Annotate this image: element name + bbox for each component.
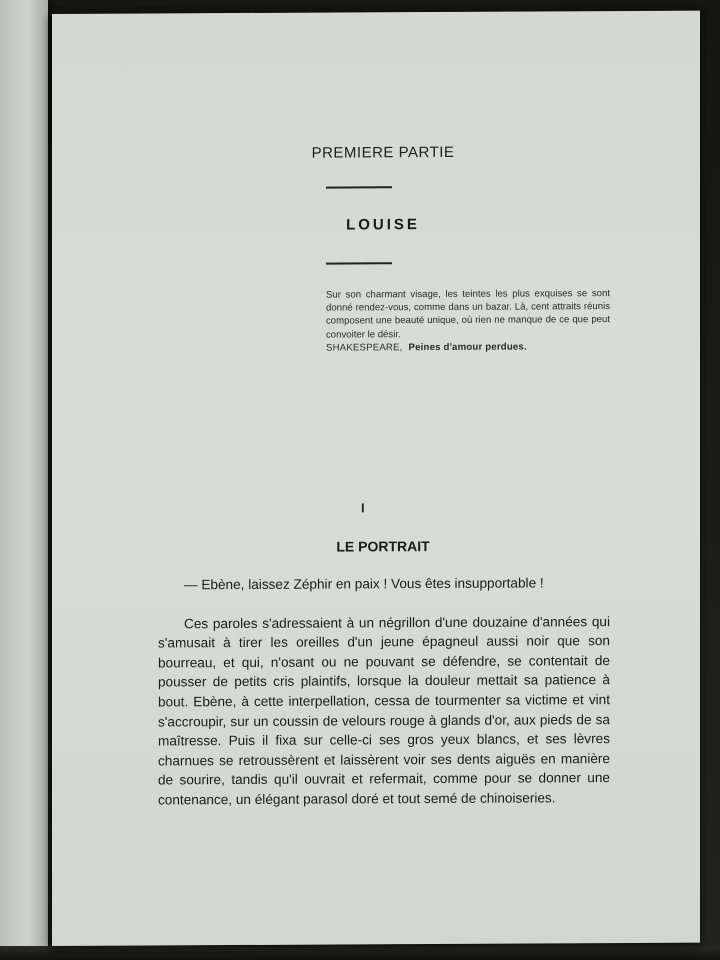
chapter-number: I xyxy=(361,500,365,516)
chapter-name: LOUISE xyxy=(346,216,420,234)
divider-top xyxy=(326,186,392,188)
body-text xyxy=(158,573,610,829)
divider-bottom xyxy=(326,262,392,264)
epigraph-author: SHAKESPEARE, xyxy=(326,341,403,354)
epigraph xyxy=(326,287,610,355)
left-page-edge xyxy=(0,0,48,960)
section-title: LE PORTRAIT xyxy=(336,538,430,555)
epigraph-text: Sur son charmant visage, les teintes les plus exquises se sont donné rendez-vous, comme dans un bazar. Là, cent attraits réunis composent une beauté unique, où rien ne manque de ce que peut convoiter le désir. xyxy=(326,288,610,341)
paragraph: Ces paroles s'adressaient à un négrillon d'une douzaine d'années qui s'amusait à tirer les oreilles d'un jeune épagneul aussi noir que son bourreau, et qui, n'osant ou ne pouvant se défendre, se contentait de pousser de petits cris plaintifs, lorsque la douleur mettait sa patience à bout. Ebène, à cette interpellation, cessa de tourmenter sa victime et vint s'accroupir, sur un coussin de velours rouge à glands d'or, aux pieds de sa maîtresse. Puis il fixa sur celle-ci ses gros yeux blancs, et ses lèvres charnues se retroussèrent et laissèrent voir ses dents aiguës en manière de sourire, tandis qu'il ouvrait et refermait, comme pour se donner une contenance, un élégant parasol doré et tout semé de chinoiseries. xyxy=(158,613,610,808)
epigraph-attribution xyxy=(326,340,610,355)
epigraph-work: Peines d'amour perdues. xyxy=(408,341,527,353)
book-bottom-edge xyxy=(0,946,720,960)
page-content xyxy=(52,11,700,946)
part-title: PREMIERE PARTIE xyxy=(311,143,455,162)
book-page xyxy=(52,11,700,946)
paragraph: — Ebène, laissez Zéphir en paix ! Vous êtes insupportable ! xyxy=(184,575,544,593)
